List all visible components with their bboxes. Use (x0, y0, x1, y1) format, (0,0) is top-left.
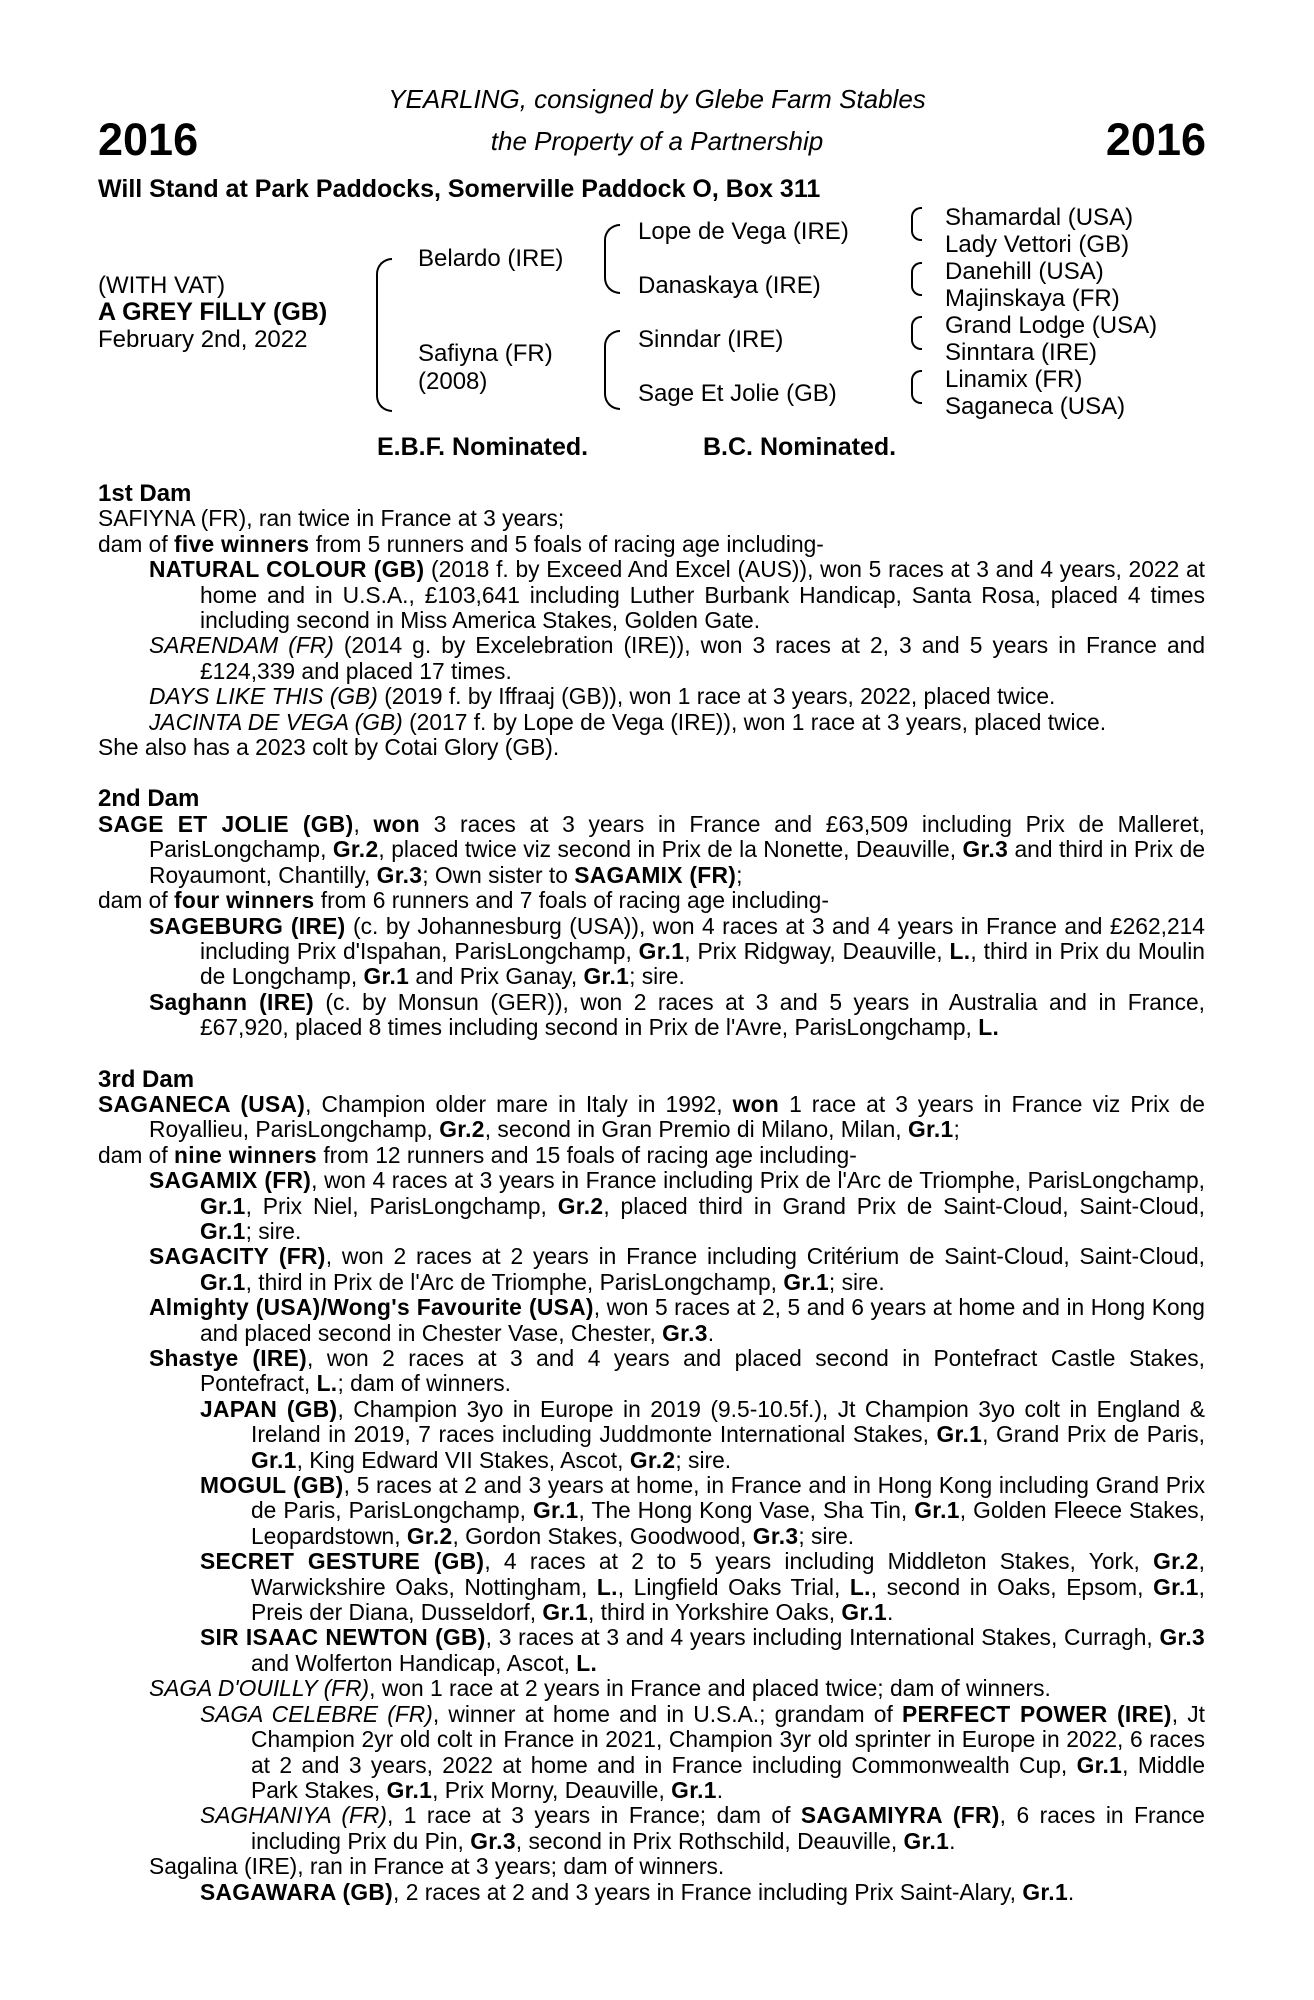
bold-run: Gr.1 (936, 1421, 983, 1448)
sire-name: Belardo (IRE) (418, 245, 564, 272)
text-run: , Champion older mare in Italy in 1992, (305, 1090, 733, 1117)
text-run: . (1067, 1878, 1075, 1905)
brace-ds (911, 316, 922, 350)
text-run: , placed twice viz second in Prix de la Nonette, Deauville, (378, 836, 963, 863)
bold-run: Gr.3 (962, 836, 1009, 863)
text-run: ; (736, 861, 743, 888)
bold-run: SECRET GESTURE (GB) (200, 1548, 485, 1575)
text-run: dam of (98, 530, 175, 557)
text-run: dam of (98, 887, 175, 914)
italic-run: SAGA D'OUILLY (FR) (149, 1675, 370, 1702)
entry-paragraph (98, 1473, 1205, 1549)
year-right: 2016 (1105, 114, 1206, 165)
text-run: , won 4 races at 3 years in France including Prix de l'Arc de Triomphe, ParisLongchamp, (311, 1167, 1205, 1194)
bold-run: Gr.1 (671, 1776, 717, 1803)
text-run: dam of (98, 1141, 175, 1168)
gg-sds: Danehill (USA) (945, 258, 1104, 285)
brace-dam (604, 330, 620, 410)
bold-run: JAPAN (GB) (200, 1395, 338, 1422)
text-run: , Gordon Stakes, Goodwood, (452, 1522, 753, 1549)
text-run: , (353, 810, 374, 837)
gg-ssd: Lady Vettori (GB) (945, 231, 1130, 258)
text-run: , 5 races at 2 and 3 years at home, in France and in Hong Kong including Grand Prix de Paris, ParisLongchamp, (251, 1472, 1205, 1524)
bold-run: Gr.1 (907, 1116, 954, 1143)
bold-run: Gr.1 (200, 1192, 246, 1219)
text-run: , third in Prix du Moulin de Longchamp, (200, 937, 1205, 990)
entry-paragraph (98, 1803, 1205, 1854)
entry-paragraph (98, 532, 1205, 557)
bold-run: Gr.3 (1159, 1624, 1205, 1651)
text-run: , 1 race at 3 years in France; dam of (386, 1802, 801, 1829)
bold-run: Gr.1 (200, 1268, 246, 1295)
text-run: ; sire. (828, 1268, 885, 1295)
text-run: (2017 f. by Lope de Vega (IRE)), won 1 race at 3 years, placed twice. (402, 708, 1107, 735)
ebf-nomination: E.B.F. Nominated. (377, 433, 589, 461)
italic-run: SAGHANIYA (FR) (200, 1802, 387, 1829)
bold-run: Gr.1 (841, 1599, 887, 1626)
entry-paragraph (98, 990, 1205, 1041)
entry-paragraph (98, 914, 1205, 990)
bc-nomination: B.C. Nominated. (703, 433, 897, 461)
text-run: , King Edward VII Stakes, Ascot, (296, 1446, 630, 1473)
text-run: ; (953, 1116, 960, 1143)
bold-run: SAGAMIYRA (FR) (800, 1802, 1000, 1829)
text-run: ; sire. (629, 963, 685, 990)
bold-run: Gr.1 (1076, 1751, 1123, 1778)
text-run: , second in Oaks, Epsom, (870, 1573, 1154, 1600)
bold-run: Gr.1 (1022, 1878, 1068, 1905)
brace-gen1 (376, 258, 392, 412)
brace-dd (911, 370, 922, 404)
brace-ss (911, 207, 922, 241)
text-run: . (886, 1599, 894, 1626)
text-run: (2019 f. by Iffraaj (GB)), won 1 race at 3 years, 2022, placed twice. (377, 683, 1056, 710)
brace-sire (604, 224, 620, 294)
bold-run: Gr.1 (583, 963, 630, 990)
text-run: 3 races at 3 years in France and £63,509 including Prix de Malleret, ParisLongchamp, (149, 810, 1205, 863)
text-run: Sagalina (IRE), ran in France at 3 years; dam of winners. (149, 1853, 725, 1880)
horse-name: A GREY FILLY (GB) (98, 298, 328, 326)
text-run: ; sire. (798, 1522, 855, 1549)
text-run: (c. by Johannesburg (USA)), won 4 races at 3 and 4 years in France and £262,214 including Prix d'Ispahan, ParisLongchamp, (200, 912, 1205, 964)
text-run: , 6 races in France including Prix du Pin, (251, 1802, 1205, 1854)
entry-paragraph (98, 1244, 1205, 1295)
bold-run: SIR ISAAC NEWTON (GB) (200, 1624, 486, 1651)
brace-sd (911, 262, 922, 296)
bold-run: SAGANECA (USA) (98, 1090, 306, 1117)
entry-paragraph (98, 1625, 1205, 1676)
text-run: . (707, 1319, 715, 1346)
bold-run: won (732, 1090, 780, 1117)
bold-run: L. (576, 1649, 598, 1676)
gg-dsd: Sinntara (IRE) (945, 339, 1098, 366)
entry-paragraph (98, 1854, 1205, 1879)
italic-run: DAYS LIKE THIS (GB) (149, 683, 378, 710)
gg-ddd: Saganeca (USA) (945, 393, 1126, 420)
bold-run: Gr.1 (903, 1827, 950, 1854)
text-run: , The Hong Kong Vase, Sha Tin, (578, 1497, 915, 1524)
text-run: , Prix Ridgway, Deauville, (684, 937, 950, 964)
gg-sss: Shamardal (USA) (945, 204, 1134, 231)
stand-location: Will Stand at Park Paddocks, Somerville Paddock O, Box 311 (98, 175, 821, 203)
text-run: 1 race at 3 years in France viz Prix de Royallieu, ParisLongchamp, (149, 1090, 1205, 1143)
entry-paragraph (98, 1676, 1205, 1701)
bold-run: SAGAMIX (FR) (574, 861, 737, 888)
text-run: (2014 g. by Excelebration (IRE)), won 3 races at 2, 3 and 5 years in France and £124,339 and placed 17 times. (200, 632, 1206, 684)
entry-paragraph (98, 1092, 1205, 1143)
consignor-line: YEARLING, consigned by Glebe Farm Stables (388, 84, 926, 114)
text-run: and third in Prix de Royaumont, Chantilly, (149, 836, 1205, 888)
entry-paragraph (98, 1880, 1205, 1905)
text-run: , placed third in Grand Prix de Saint-Cloud, Saint-Cloud, (603, 1192, 1205, 1219)
gg-dss: Grand Lodge (USA) (945, 312, 1158, 339)
entry-paragraph (98, 1702, 1205, 1804)
bold-run: Gr.3 (470, 1827, 516, 1854)
bold-run: Gr.1 (542, 1599, 588, 1626)
bold-run: L. (949, 937, 971, 964)
bold-run: L. (316, 1370, 338, 1397)
bold-run: Gr.2 (1153, 1548, 1199, 1575)
sire-sire: Lope de Vega (IRE) (638, 218, 849, 245)
bold-run: Gr.2 (439, 1116, 485, 1143)
text-run: ; dam of winners. (337, 1370, 512, 1397)
text-run: ; sire. (675, 1446, 732, 1473)
text-run: , third in Prix de l'Arc de Triomphe, ParisLongchamp, (245, 1268, 784, 1295)
text-run: ; Own sister to (422, 861, 575, 888)
text-run: , 2 races at 2 and 3 years in France including Prix Saint-Alary, (393, 1878, 1023, 1905)
text-run: SAFIYNA (FR), ran twice in France at 3 years; (98, 505, 565, 532)
text-run: and Prix Ganay, (409, 963, 584, 990)
section-heading: 2nd Dam (98, 785, 200, 813)
text-run: , Lingfield Oaks Trial, (617, 1573, 850, 1600)
entry-paragraph (98, 684, 1205, 709)
foaling-date: February 2nd, 2022 (98, 326, 308, 353)
bold-run: Gr.1 (1153, 1573, 1199, 1600)
italic-run: SAGA CELEBRE (FR) (200, 1700, 433, 1727)
bold-run: Gr.1 (386, 1776, 433, 1803)
bold-run: Gr.1 (783, 1268, 829, 1295)
dam-year: (2008) (418, 368, 488, 395)
bold-run: nine winners (174, 1141, 317, 1168)
entry-paragraph (98, 1346, 1205, 1397)
entry-paragraph (98, 1397, 1205, 1473)
gg-sdd: Majinskaya (FR) (945, 285, 1120, 312)
bold-run: SAGAMIX (FR) (149, 1167, 312, 1194)
entry-paragraph (98, 1168, 1205, 1244)
bold-run: Shastye (IRE) (149, 1345, 308, 1371)
sire-dam: Danaskaya (IRE) (638, 272, 821, 299)
text-run: ; sire. (245, 1217, 302, 1244)
dam-name: Safiyna (FR) (418, 340, 553, 367)
bold-run: SAGE ET JOLIE (GB) (98, 810, 354, 837)
text-run: , Golden Fleece Stakes, Leopardstown, (251, 1497, 1205, 1549)
text-run: , Champion 3yo in Europe in 2019 (9.5-10.5f.), Jt Champion 3yo colt in England & Ireland in 2019, 7 races including Juddmonte International Stakes, (251, 1395, 1205, 1448)
bold-run: Gr.2 (332, 836, 379, 863)
entry-paragraph (98, 633, 1205, 684)
bold-run: Gr.1 (251, 1446, 297, 1473)
italic-run: JACINTA DE VEGA (GB) (149, 708, 403, 735)
text-run: from 6 runners and 7 foals of racing age including- (314, 887, 829, 914)
year-left: 2016 (98, 114, 199, 165)
bold-run: Gr.1 (363, 963, 410, 990)
entry-paragraph (98, 1143, 1205, 1168)
text-run: (c. by Monsun (GER)), won 2 races at 3 and 5 years in Australia and in France, £67,920, placed 8 times including second in Prix de l'Avre, ParisLongchamp, (200, 988, 1206, 1041)
text-run: , second in Prix Rothschild, Deauville, (515, 1827, 904, 1854)
text-run: She also has a 2023 colt by Cotai Glory (GB). (98, 734, 560, 761)
text-run: , Prix Niel, ParisLongchamp, (245, 1192, 558, 1219)
bold-run: Gr.1 (532, 1497, 579, 1524)
text-run: (2018 f. by Exceed And Excel (AUS)), won 5 races at 3 and 4 years, 2022 at home and in U.S.A., £103,641 including Luther Burbank Handicap, Santa Rosa, placed 4 times including second in Miss America Stakes, Golden Gate. (200, 556, 1205, 634)
bold-run: Gr.3 (376, 861, 423, 888)
text-run: from 12 runners and 15 foals of racing age including- (316, 1141, 857, 1168)
bold-run: L. (596, 1573, 618, 1600)
entry-paragraph (98, 1295, 1205, 1346)
text-run: , Grand Prix de Paris, (982, 1421, 1205, 1448)
bold-run: Gr.3 (662, 1319, 708, 1346)
bold-run: MOGUL (GB) (200, 1472, 344, 1499)
catalogue-body (98, 481, 1205, 1905)
vat-note: (WITH VAT) (98, 272, 226, 299)
bold-run: Saghann (IRE) (149, 988, 314, 1015)
entry-paragraph (98, 888, 1205, 913)
entry-paragraph (98, 710, 1205, 735)
bold-run: won (373, 810, 420, 837)
text-run: , won 2 races at 2 years in France including Critérium de Saint-Cloud, Saint-Cloud, (325, 1243, 1206, 1270)
text-run: , Warwickshire Oaks, Nottingham, (251, 1548, 1205, 1600)
entry-paragraph (98, 812, 1205, 888)
bold-run: Gr.2 (557, 1192, 604, 1219)
bold-run: five winners (174, 530, 310, 557)
italic-run: SARENDAM (FR) (149, 632, 334, 659)
entry-paragraph (98, 557, 1205, 633)
text-run: from 5 runners and 5 foals of racing age including- (309, 530, 824, 557)
text-run: , Middle Park Stakes, (251, 1751, 1205, 1803)
text-run: and Wolferton Handicap, Ascot, (251, 1649, 577, 1676)
entry-paragraph (98, 735, 1205, 760)
text-run: , 3 races at 3 and 4 years including International Stakes, Curragh, (485, 1624, 1160, 1651)
text-run: , won 5 races at 2, 5 and 6 years at home and in Hong Kong and placed second in Chester Vase, Chester, (200, 1294, 1205, 1346)
bold-run: SAGACITY (FR) (149, 1243, 326, 1270)
bold-run: NATURAL COLOUR (GB) (149, 556, 425, 583)
bold-run: PERFECT POWER (IRE) (901, 1700, 1172, 1727)
gg-dds: Linamix (FR) (945, 366, 1083, 393)
entry-paragraph (98, 506, 1205, 531)
bold-run: Gr.1 (638, 937, 685, 964)
text-run: , won 1 race at 2 years in France and placed twice; dam of winners. (369, 1675, 1051, 1702)
bold-run: Gr.2 (629, 1446, 676, 1473)
property-line: the Property of a Partnership (490, 126, 824, 156)
bold-run: Gr.2 (406, 1522, 453, 1549)
bold-run: Gr.3 (752, 1522, 799, 1549)
bold-run: L. (978, 1014, 1000, 1041)
bold-run: L. (849, 1573, 871, 1600)
text-run: , 4 races at 2 to 5 years including Middleton Stakes, York, (484, 1548, 1154, 1575)
text-run: , Prix Morny, Deauville, (432, 1776, 672, 1803)
text-run: . (716, 1776, 724, 1803)
bold-run: four winners (174, 887, 315, 914)
bold-run: Gr.1 (914, 1497, 960, 1524)
entry-paragraph (98, 1549, 1205, 1625)
bold-run: SAGAWARA (GB) (200, 1878, 394, 1905)
text-run: , third in Yorkshire Oaks, (587, 1599, 842, 1626)
dam-dam: Sage Et Jolie (GB) (638, 380, 837, 407)
text-run: , won 2 races at 3 and 4 years and placed second in Pontefract Castle Stakes, Pontefract, (200, 1345, 1205, 1397)
bold-run: Gr.1 (200, 1217, 246, 1244)
text-run: , second in Gran Premio di Milano, Milan, (484, 1116, 908, 1143)
text-run: , winner at home and in U.S.A.; grandam of (432, 1700, 902, 1727)
text-run: . (949, 1827, 956, 1854)
section-heading: 1st Dam (98, 480, 192, 507)
section-heading: 3rd Dam (98, 1065, 195, 1093)
text-run: , Preis der Diana, Dusseldorf, (251, 1573, 1205, 1626)
dam-sire: Sinndar (IRE) (638, 326, 784, 353)
bold-run: SAGEBURG (IRE) (149, 912, 346, 939)
bold-run: Almighty (USA)/Wong's Favourite (USA) (149, 1294, 594, 1321)
text-run: , Jt Champion 2yr old colt in France in 2021, Champion 3yr old sprinter in Europe in 2022, 6 races at 2 and 3 years, 2022 at home and in France including Commonwealth Cup, (251, 1700, 1205, 1778)
